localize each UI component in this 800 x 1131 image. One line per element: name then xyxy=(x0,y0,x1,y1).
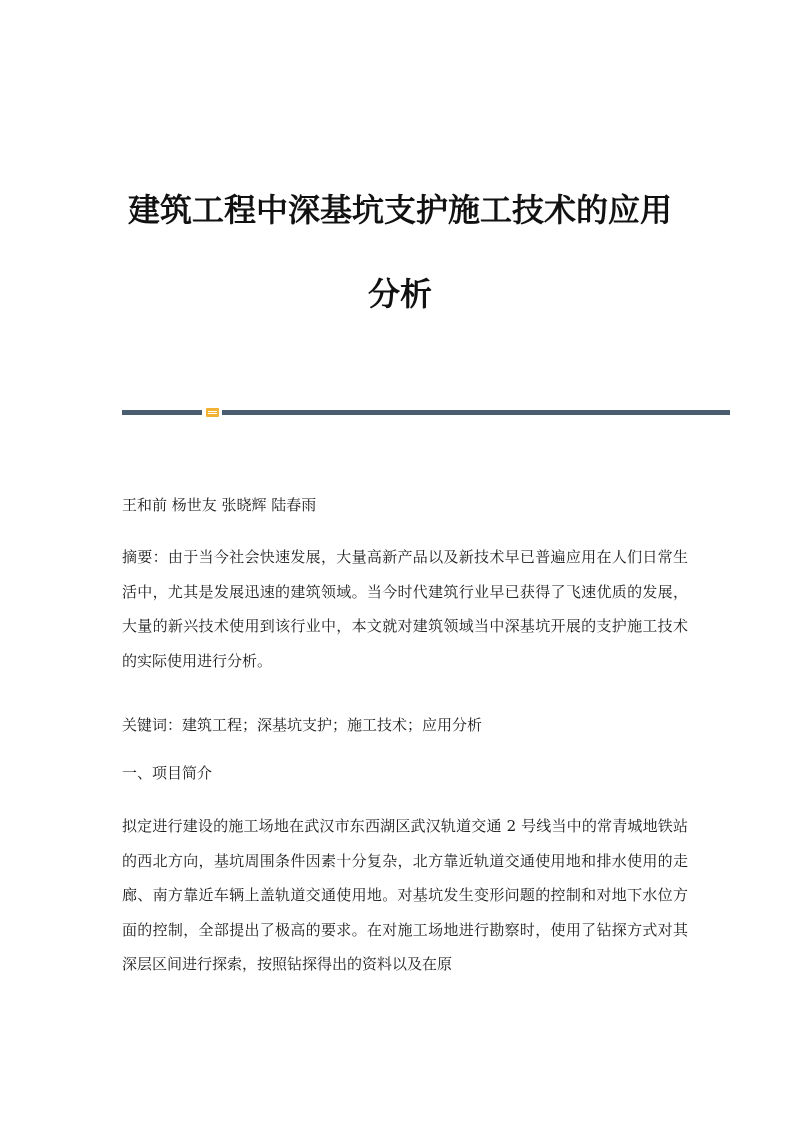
divider-bar-right xyxy=(222,410,730,415)
title-divider xyxy=(122,408,730,417)
divider-bar-left xyxy=(122,410,202,415)
document-badge-icon xyxy=(206,408,219,417)
authors: 王和前 杨世友 张晓辉 陆春雨 xyxy=(122,496,317,514)
keywords: 关键词：建筑工程；深基坑支护；施工技术；应用分析 xyxy=(122,716,483,734)
body-paragraph: 拟定进行建设的施工场地在武汉市东西湖区武汉轨道交通 2 号线当中的常青城地铁站的西北方向，基坑周围条件因素十分复杂，北方靠近轨道交通使用地和排水使用的走廊、南方靠近车辆上盖轨道交通使用地。对基坑发生变形问题的控制和对地下水位方面的控制，全部提出了极高的要求。在对施工场地进行勘察时，使用了钻探方式对其深层区间进行探索，按照钻探得出的资料以及在原 xyxy=(122,817,688,973)
document-title-line-2: 分析 xyxy=(367,275,432,313)
abstract: 摘要：由于当今社会快速发展，大量高新产品以及新技术早已普遍应用在人们日常生活中，尤其是发展迅速的建筑领域。当今时代建筑行业早已获得了飞速优质的发展，大量的新兴技术使用到该行业中，本文就对建筑领域当中深基坑开展的支护施工技术的实际使用进行分析。 xyxy=(122,548,688,670)
section-heading: 一、项目简介 xyxy=(122,764,213,782)
document-title-line-1: 建筑工程中深基坑支护施工技术的应用 xyxy=(127,191,672,229)
